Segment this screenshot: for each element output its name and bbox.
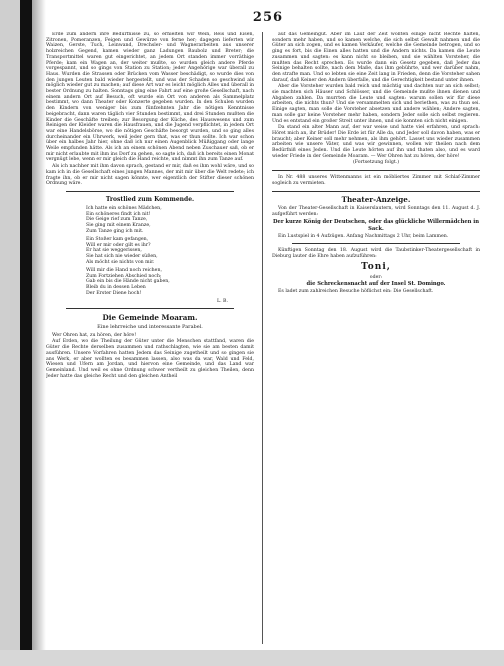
play-title-conjunction: oder: — [369, 274, 383, 280]
poem-signature: L. B. — [216, 298, 228, 304]
article-paragraph: Auf Erden, wo die Theilung der Güter unter die Menschen stattfand, waren die Güter die Rechte derselben zusammen und rathschlagten, wie sie am besten damit ausführen. Unsere Vorfahren hatten Jedem das Seinige zugetheilt und so gingen sie ans Werk, er aber wollten es besammen lassen, also was da war, Wald und Feld, Wiesen und Ufern am Jordan, und hiervon eine Gemeinde, und das Land war Gemeinland. Und weil es ohne Ordnung schwer vertheilt zu gleichen Theilen, denn Jeder hatte das gleiche Recht und den gleichen Antheil — [46, 339, 254, 379]
continuation-note: (Fortsetzung folgt.) — [352, 160, 400, 166]
play-title: Der kurze König der Deutschen, oder das glückliche Willermädchen in Sack. — [273, 218, 479, 232]
scan-border-bottom — [0, 650, 504, 666]
poem-line: Bleib du in dessen Leben — [86, 285, 146, 291]
section-subtitle: Eine lehrreiche und interessante Parabel. — [97, 324, 203, 331]
poem-line: Sie hat sich nie wieder süßen, — [86, 254, 158, 260]
scan-edge — [20, 0, 32, 666]
poem-line: Ein schöneres findt ich nit! — [86, 211, 151, 217]
article-paragraph: Aber die Vorsteher wurden bald reich und mächtig und dachten nur an sich selbst; sie machten sich Häuser und Schlösser, und die Gemeinde mußte ihnen dienen und Abgaben zahlen. Da murrten die Leute und sagten: warum sollen wir für diese arbeiten, die nichts thun? Und sie versammelten sich und beriethen, was zu thun sei. Einige sagten, man solle die Vorsteher absetzen und andere wählen; Andere sagten, man solle gar keine Vorsteher mehr haben, sondern Jeder solle sich selbst regieren. Und es entstand ein großer Streit unter ihnen, und sie konnten sich nicht einigen. — [272, 84, 480, 124]
next-performance-notice: Künftigen Sonntag den 18. August wird die Taubstinker-Theatergesellschaft in Dieburg lauter die Ehre haben aufzuführen: — [272, 248, 480, 259]
divider — [272, 191, 480, 192]
left-column — [46, 32, 254, 644]
poem-line: Die Geige rief zum Tanze, — [86, 217, 148, 223]
poem-line: Der Erster Diene hoch! — [86, 290, 142, 296]
article-paragraph: Da stand ein alter Mann auf, der war weise und hatte viel erfahren, und sprach: Höret mich an, ihr Brüder! Die Erde ist für Alle da, und Jeder soll davon haben, was er braucht; aber Keiner soll mehr nehmen, als ihm gehört. Lasset uns wieder zusammen arbeiten wie unsere Väter, und was wir gewinnen, wollen wir theilen nach dem Bedürfniß eines Jeden. Und die Leute hörten auf ihn und thaten also, und es ward wieder Friede in der Gemeinde Moaram. — Wer Ohren hat zu hören, der höre! — [272, 125, 480, 159]
poem-stanza — [86, 268, 254, 297]
poem-line: Ich hatte ein schönes Mädchen, — [86, 205, 162, 211]
theater-intro: Von der Theater-Gesellschaft in Kaiserslautern, wird Sonntags den 11. August d. J. aufgeführt werden: — [272, 206, 480, 218]
poem-line: Will er mir oder gilt es ihr? — [86, 242, 151, 248]
poem-line: Zum Tanze ging ich mit. — [86, 228, 144, 234]
poem-line: Sie ging mit einem Kranze, — [86, 223, 151, 229]
page-number: 256 — [252, 10, 284, 25]
poem-stanza — [86, 237, 254, 266]
poem-title: Trostlied zum Kommende. — [105, 195, 195, 203]
right-column — [272, 32, 480, 644]
poem-line: Zum Fortziehen Abschied noch; — [86, 273, 162, 279]
play-subtitle: die Schreckensnacht auf der Insel St. Domingo. — [306, 281, 446, 288]
classified-notice: In Nr. 488 unseres Wittenmanns ist ein möbliertes Zimmer mit Schlaf-Zimmer sogleich zu vermieten. — [272, 174, 480, 186]
scan-border-left — [0, 0, 32, 666]
article-paragraph: auf das Gemeingut. Aber im Lauf der Zeit wollten einige nicht Rechte halten, sondern mehr haben, und so kamen welche, die sich selbst Gewalt nahmen und die Güter an sich zogen, und es kamen Verkäufer, welche die Gemeinde betrogen, und so ging es fort, bis die Einen alles hatten und die Andern nichts. Da kamen die Leute zusammen und sagten: es kann nicht so bleiben, und sie wählten Vorsteher, die mußten das Recht sprechen. Es wurde dann ein Gesetz gegeben, daß Jeder das Seinige behalten sollte, nach dem Maße, das ihm gebührte, und wer darüber nahm, den strafte man. Und so lebten sie eine Zeit lang in Frieden, denn die Vorsteher sahen darauf, daß Keiner den Andern überfalle, und die Gerechtigkeit bestand unter ihnen. — [272, 32, 480, 83]
divider — [66, 308, 234, 309]
divider — [66, 191, 234, 192]
newspaper-page — [46, 10, 490, 648]
article-paragraph: Erde zum andern ihre Bedürfnisse zu, so erhielten wir Wein, Reis und Eisen, Zitronen, Pomeranzen, Feigen und Gewürze von ferne her; dagegen lieferten wir Waizen, Gerste, Tuch, Leinwand, Drechsler- und Wagnerarbeiten aus unserer holzreichen Gegend, kamen wieder ganz Ladungen Baubolz und Breter; die Transportmittel waren gut eingerichtet, an jedem Ort standen immer vorräthige Pferde; kam ein Wagen an, der weiter mußte, so wurden gleich andere Pferde vorgespannt, und so gings von Station zu Station; jeder Angehörige war überall zu Haus. Wurden die Strassen oder Brücken vom Wasser beschädigt, so wurde dies von den jungen Leuten bald wieder hergestellt, und was der Schaden so geschwind als möglich wieder gut zu machen; auf diese Art war es leicht möglich Alles und überall in bester Ordnung zu halten. Sonntags ging eine Fahrt auf eine große Gesellschaft, nach einem andern Ort auf Besuch, oft wurde ein Ort von anderen als Sammelplatz bestimmt, wo dann Theater oder Konzerte gegeben wurden. In den Schulen wurden den Kindern von weniger bis zum fünfzehnten Jahr die nötigen Kenntnisse beigebracht, dann waren täglich vier Stunden bestimmt, und drei Stunden mußten die Kinder die Geschäfte treiben; zur Besorgung der Küche, des Hauswesens und zum Reinigen der Kleider waren die Hausfrauen, und die Jugend verpflichtet, in jedem Ort war eine Handelsbörse, wo die nötigen Geschäfte besorgt wurden, und so ging alles durcheinander ein Uhrwerk, weil jeder gern that, was er thun sollte. Ich war schon über ein halbes Jahr hier, ohne daß ich nur einen Augenblick Müßiggang oder lange Weile empfunden hätte. Als ich an einem schönen Abend neben Zuschauer saß, ob er mir nicht erlaubte mit ihm ins Dorf zu gehen, so sagte ich, daß ich bereits einen Monat vergnügt lebe, wenn er mir gleich die Hand reichte, und nimmt ihn zum Tanze auf. — [46, 32, 254, 163]
divider — [272, 170, 480, 171]
column-divider — [262, 32, 263, 644]
section-title: Die Gemeinde Moaram. — [102, 313, 198, 323]
poem-line: Will mir die Hand noch reichen, — [86, 267, 162, 273]
play-description: Ein Lustspiel in 4 Aufzügen. Anfang Nachmittags 2 Uhr, beim Lammen. — [278, 233, 449, 239]
article-paragraph: Als ich nachher mit ihm davon sprach, gestand er mir, daß es ihm wohl wäre, und so kam ich in die Gesellschaft eines jungen Mannes, der mit mir über die Welt redete; ich fragte ihn, ob er mir nicht sagen könnte, wer eigentlich der Stifter dieser schönen Ordnung wäre. — [46, 164, 254, 187]
theater-title: Theater-Anzeige. — [341, 195, 411, 205]
divider — [292, 243, 460, 244]
poem-line: Gab ein bis die Hände nicht gaben, — [86, 279, 170, 285]
poem-line: Ein Stoßer kam gefangen, — [86, 236, 149, 242]
binding-shadow — [32, 0, 46, 650]
article-paragraph: Wer Ohren hat, zu hören, der höre! — [52, 332, 137, 338]
poem-line: Als möcht sie nichts von mir. — [86, 259, 155, 265]
poem-stanza — [86, 206, 254, 235]
poem-line: Er hat sie weggerissen, — [86, 248, 142, 254]
play-invitation: Es ladet zum zahlreichen Besuche höflichst ein: Die Gesellschaft. — [278, 289, 434, 295]
play-title: Toni, — [361, 261, 391, 272]
